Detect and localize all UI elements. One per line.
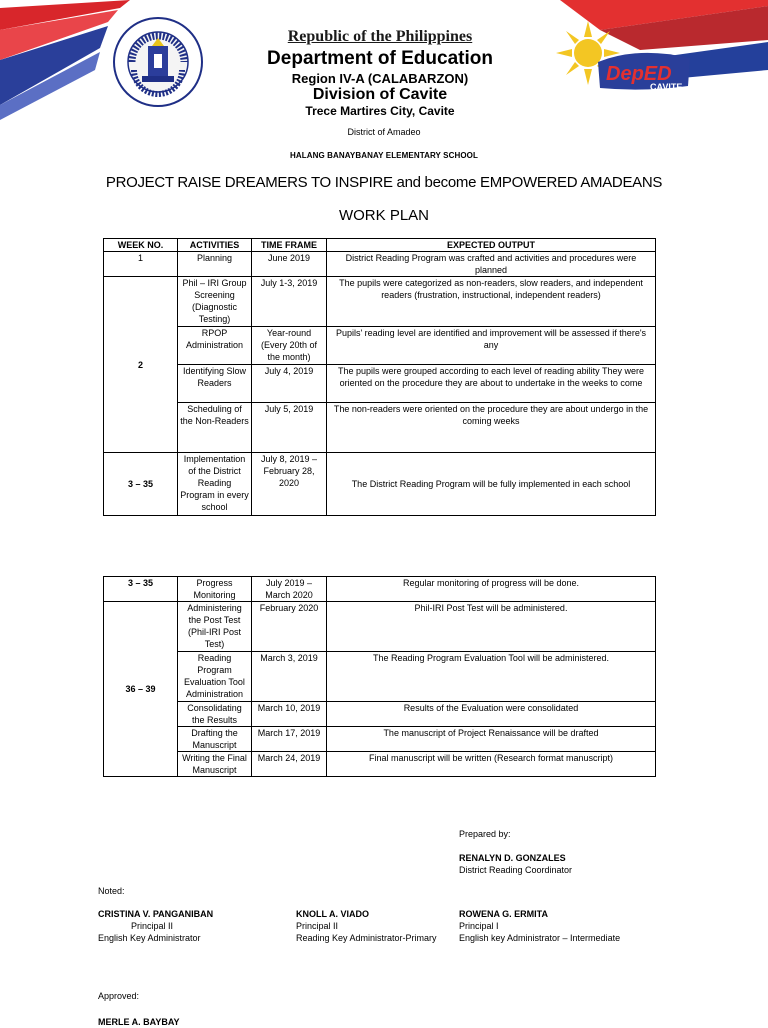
activity-cell: Scheduling of the Non-Readers	[178, 403, 252, 453]
noted-signatory-2	[296, 908, 437, 944]
week-cell: 3 – 35	[104, 453, 178, 516]
republic-label: Republic of the Philippines	[287, 28, 473, 45]
time-cell: March 3, 2019	[252, 652, 327, 702]
prepared-by-label: Prepared by:	[459, 829, 511, 839]
activity-cell: Phil – IRI Group Screening (Diagnostic Testing)	[178, 277, 252, 327]
work-plan-table-2	[103, 576, 656, 777]
activity-cell: Consolidating the Results	[178, 702, 252, 727]
week-cell: 36 – 39	[104, 602, 178, 777]
activity-cell: Progress Monitoring	[178, 577, 252, 602]
output-cell: The District Reading Program will be fully implemented in each school	[327, 453, 656, 516]
signatory-position: Principal II	[296, 921, 339, 931]
signatory-role: Reading Key Administrator-Primary	[296, 933, 437, 943]
city-label: Trece Martires City, Cavite	[305, 104, 455, 118]
signatory-name: CRISTINA V. PANGANIBAN	[98, 909, 214, 919]
activity-cell: Planning	[178, 252, 252, 277]
table-row	[104, 577, 656, 602]
work-plan-heading: WORK PLAN	[338, 207, 429, 224]
table-row	[104, 277, 656, 327]
time-cell: March 17, 2019	[252, 727, 327, 752]
header-week: WEEK NO.	[104, 239, 178, 252]
time-cell: July 5, 2019	[252, 403, 327, 453]
district-name: District of Amadeo	[347, 127, 421, 137]
activity-cell: Implementation of the District Reading Program in every school	[178, 453, 252, 516]
svg-text:DepED: DepED	[606, 63, 672, 85]
division-label: Division of Cavite	[312, 86, 448, 103]
table-row	[104, 752, 656, 777]
week-cell: 2	[104, 277, 178, 453]
svg-text:CAVITE: CAVITE	[650, 82, 683, 92]
activity-cell: Writing the Final Manuscript	[178, 752, 252, 777]
output-cell: Pupils' reading level are identified and improvement will be assessed if there's any	[327, 327, 656, 365]
noted-label: Noted:	[98, 886, 125, 896]
time-cell: March 24, 2019	[252, 752, 327, 777]
work-plan-table-1	[103, 238, 656, 516]
prepared-by-name: RENALYN D. GONZALES	[459, 853, 566, 863]
table-header-row	[104, 239, 656, 252]
time-cell: July 4, 2019	[252, 365, 327, 403]
activity-cell: Identifying Slow Readers	[178, 365, 252, 403]
output-cell: Final manuscript will be written (Research format manuscript)	[327, 752, 656, 777]
output-cell: The manuscript of Project Renaissance will be drafted	[327, 727, 656, 752]
header-activities: ACTIVITIES	[178, 239, 252, 252]
activity-cell: Reading Program Evaluation Tool Administration	[178, 652, 252, 702]
deped-cavite-logo	[548, 18, 698, 108]
table-row	[104, 702, 656, 727]
letterhead-banner	[0, 0, 768, 120]
output-cell: Results of the Evaluation were consolidated	[327, 702, 656, 727]
department-label: Department of Education	[267, 48, 493, 69]
signatory-role: English key Administrator – Intermediate	[459, 933, 621, 943]
output-cell: The non-readers were oriented on the procedure they are about undergo in the coming weeks	[327, 403, 656, 453]
prepared-by-title: District Reading Coordinator	[459, 865, 573, 875]
table-row	[104, 252, 656, 277]
signatory-position: Principal I	[459, 921, 499, 931]
approved-by-name: MERLE A. BAYBAY	[98, 1017, 180, 1027]
prepared-by-block	[459, 852, 572, 876]
noted-signatory-1	[98, 908, 213, 944]
table-row	[104, 727, 656, 752]
region-label: Region IV-A (CALABARZON)	[291, 71, 469, 86]
table-row	[104, 365, 656, 403]
header-expected-output: EXPECTED OUTPUT	[327, 239, 656, 252]
noted-signatory-3	[459, 908, 620, 944]
time-cell: July 8, 2019 – February 28, 2020	[252, 453, 327, 516]
signatory-name: KNOLL A. VIADO	[296, 909, 370, 919]
output-cell: Phil-IRI Post Test will be administered.	[327, 602, 656, 652]
time-cell: July 2019 – March 2020	[252, 577, 327, 602]
output-cell: Regular monitoring of progress will be done.	[327, 577, 656, 602]
table-row	[104, 453, 656, 516]
time-cell: June 2019	[252, 252, 327, 277]
signatory-position: Principal II	[131, 921, 174, 931]
activity-cell: Drafting the Manuscript	[178, 727, 252, 752]
table-row	[104, 652, 656, 702]
project-title: PROJECT RAISE DREAMERS TO INSPIRE and become EMPOWERED AMADEANS	[105, 174, 663, 191]
activity-cell: RPOP Administration	[178, 327, 252, 365]
table-row	[104, 327, 656, 365]
output-cell: The pupils were categorized as non-readers, slow readers, and independent readers (frustration, instructional, independent readers)	[327, 277, 656, 327]
time-cell: Year-round (Every 20th of the month)	[252, 327, 327, 365]
table-row	[104, 403, 656, 453]
time-cell: March 10, 2019	[252, 702, 327, 727]
week-cell: 1	[104, 252, 178, 277]
activity-cell: Administering the Post Test (Phil-IRI Post Test)	[178, 602, 252, 652]
output-cell: District Reading Program was crafted and activities and procedures were planned	[327, 252, 656, 277]
output-cell: The Reading Program Evaluation Tool will be administered.	[327, 652, 656, 702]
time-cell: July 1-3, 2019	[252, 277, 327, 327]
school-name: HALANG BANAYBANAY ELEMENTARY SCHOOL	[290, 151, 478, 160]
approved-label: Approved:	[98, 991, 140, 1001]
output-cell: The pupils were grouped according to each level of reading ability They were oriented on the procedure they are about to undertake in the weeks to come	[327, 365, 656, 403]
header-time-frame: TIME FRAME	[252, 239, 327, 252]
letterhead-text	[220, 28, 540, 118]
time-cell: February 2020	[252, 602, 327, 652]
signatory-name: ROWENA G. ERMITA	[459, 909, 548, 919]
week-cell: 3 – 35	[104, 577, 178, 602]
deped-seal-logo	[112, 16, 204, 108]
table-row	[104, 602, 656, 652]
signatory-role: English Key Administrator	[98, 933, 201, 943]
